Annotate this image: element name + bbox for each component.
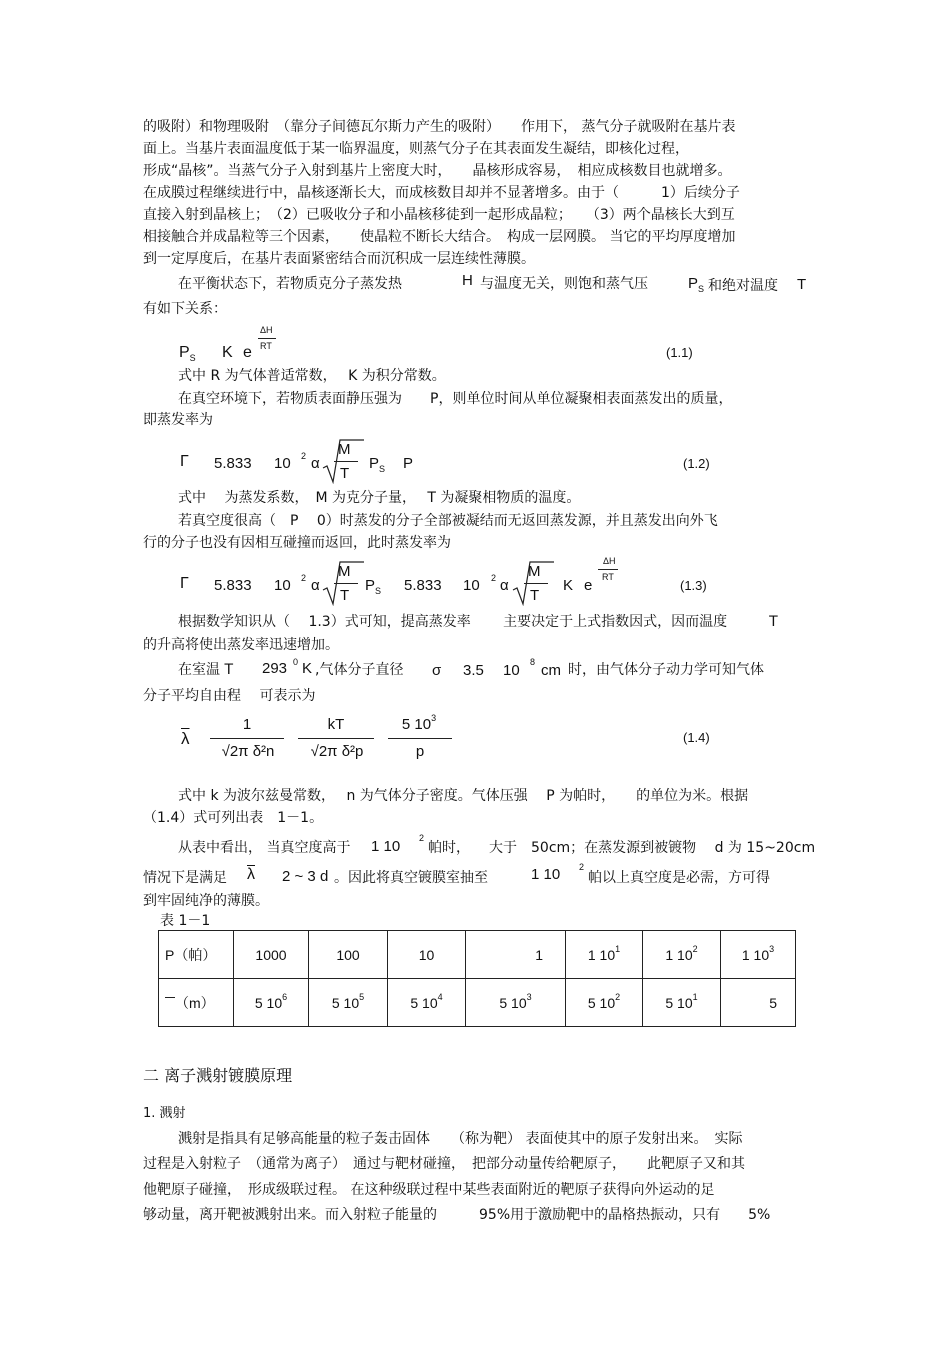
fraction-bar [334,461,358,462]
pressure-value: 1 10 [371,838,401,855]
symbol-e: e [243,344,252,361]
symbol-T: T [797,276,807,293]
table-cell: 1000 [234,931,309,979]
text-line: 的升高将使出蒸发率迅速增加。 [143,637,339,653]
table-cell: 5 $10^2$ [566,979,643,1027]
table-cell: 5 [721,979,796,1027]
exp-numerator: ΔH [260,325,273,335]
symbol-P: P [403,455,414,472]
denominator: √2π δ²p [310,743,364,760]
coefficient: 5.833 [214,455,252,472]
equation-number: (1.1) [666,345,693,360]
power-exponent: 8 [530,657,536,667]
exp-denominator: RT [260,341,272,351]
text-line: 形成“晶核”。当蒸气分子入射到基片上密度大时， 晶核形成容易， 相应成核数目也就增多。 [143,163,732,179]
text-line: 溅射是指具有足够高能量的粒子轰击固体 （称为靶） 表面使其中的原子发射出来。 实际 [178,1131,743,1147]
text-line: 情况下是满足 [143,870,227,886]
symbol-gamma: Γ [180,575,189,592]
text-line: 在成膜过程继续进行中，晶核逐渐长大，而成核数目却并不显著增多。由于（ 1）后续分子 [143,185,740,201]
equation-number: (1.2) [683,456,710,471]
fraction-bar [210,738,284,739]
text-line: 若真空度很高（ P 0）时蒸发的分子全部被凝结而无返回蒸发源，并且蒸发出向外飞 [178,513,718,529]
text-line: 有如下关系： [143,301,227,317]
symbol-sigma: σ [432,662,442,679]
table-row [159,979,796,1027]
exp-denominator: RT [602,572,614,582]
symbol-K: K [302,660,313,677]
symbol-alpha: α [311,455,320,472]
text-line: 时，由气体分子动力学可知气体 [568,662,764,678]
text-line: 行的分子也没有因相互碰撞而返回，此时蒸发率为 [143,535,451,551]
table-cell: 5 $10^3$ [466,979,566,1027]
text-line: 根据数学知识从（ 1.3）式可知，提高蒸发率 主要决定于上式指数因式，因而温度 T [178,614,778,630]
numerator: 5 $10^3$ [401,713,437,733]
symbol-K: K [563,577,574,594]
table-cell: 100 [309,931,388,979]
symbol-H: H [462,272,473,289]
coefficient: 5.833 [214,577,252,594]
text-line: 面上。当基片表面温度低于某一临界温度，则蒸气分子在其表面发生凝结，即核化过程， [143,141,689,157]
table-cell: 10 [388,931,466,979]
numerator: kT [327,716,345,733]
symbol-Ps: $P_S$ [179,344,196,363]
table-cell: 5 $10^4$ [388,979,466,1027]
power-base: 10 [503,662,520,679]
fraction-bar [298,738,374,739]
text-line: 和绝对温度 [708,278,778,294]
text-line: 帕时， [428,840,470,856]
text-line: 在平衡状态下，若物质克分子蒸发热 [178,276,402,292]
text-line: 大于 50cm；在蒸发源到被镀物 d 为 15~20cm [489,840,816,856]
text-line: ,气体分子直径 [315,662,404,678]
text-line: 直接入射到晶核上； （2）已吸收分子和小晶核移徒到一起形成晶粒； （3）两个晶核长大到互 [143,207,735,223]
table-cell: P（帕） [159,931,234,979]
symbol-lambda-bar: $\overline{\lambda}$ [181,729,190,748]
table-cell: 5 $10^5$ [309,979,388,1027]
symbol-T: T [340,587,350,604]
fraction-bar [388,738,452,739]
text-line: 式中 R 为气体普适常数， K 为积分常数。 [178,368,446,384]
text-line: 与温度无关，则饱和蒸气压 [480,276,648,292]
power-base: 10 [463,577,480,594]
equation-number: (1.4) [683,730,710,745]
temperature-exp: 0 [293,657,299,667]
symbol-Ps: $P_S$ [688,275,705,294]
symbol-K: K [222,344,233,361]
text-line: 过程是入射粒子 （通常为离子） 通过与靶材碰撞， 把部分动量传给靶原子， 此靶原子又和其 [143,1156,745,1172]
text-line: 到牢固纯净的薄膜。 [143,893,269,909]
table-cell: 1 $10^3$ [721,931,796,979]
fraction-bar [334,583,358,584]
denominator: p [415,743,425,760]
table-cell: 1 [466,931,566,979]
text-line: 分子平均自由程 可表示为 [143,688,316,704]
table-cell: 1 $10^1$ [566,931,643,979]
text-line: 够动量，离开靶被溅射出来。而入射粒子能量的 95%用于激励靶中的晶格热振动，只有 5% [143,1207,771,1223]
symbol-e: e [584,577,593,594]
table-1-1 [158,930,796,1027]
text-line: 帕以上真空度是必需，方可得 [588,870,770,886]
temperature-value: 293 [262,660,288,677]
text-line: 从表中看出， 当真空度高于 [178,840,351,856]
pressure-exp: 2 [579,862,585,872]
symbol-gamma: Γ [180,453,189,470]
fraction-bar [598,569,618,570]
text-line: 相接触合并成晶粒等三个因素， 使晶粒不断长大结合。 构成一层网膜。 当它的平均厚度增加 [143,229,736,245]
diameter-value: 3.5 [463,662,484,679]
text-line: （1.4）式可列出表 1－1。 [143,810,324,826]
pressure-exp: 2 [419,833,425,843]
numerator: 1 [242,716,252,733]
text-line: 在室温 T [178,662,234,678]
unit-cm: cm [541,662,561,679]
fraction-bar [258,338,276,339]
symbol-Ps: $P_S$ [365,577,382,596]
fraction-bar [524,583,548,584]
symbol-alpha: α [311,577,320,594]
coefficient: 5.833 [404,577,442,594]
condition: 2 ~ 3 d [282,868,329,885]
power-exponent: 2 [301,573,307,583]
power-exponent: 2 [301,451,307,461]
text-line: 到一定厚度后，在基片表面紧密结合而沉积成一层连续性薄膜。 [143,251,535,267]
symbol-lambda-bar: $\overline{\lambda}$ [247,866,255,883]
table-cell: （m） [159,979,234,1027]
table-cell: 5 $10^1$ [643,979,721,1027]
power-exponent: 2 [491,573,497,583]
section-title: 二 离子溅射镀膜原理 [143,1066,293,1085]
text-line: 。因此将真空镀膜室抽至 [334,870,488,886]
symbol-M: M [338,563,351,580]
text-line: 他靶原子碰撞， 形成级联过程。 在这种级联过程中某些表面附近的靶原子获得向外运动的足 [143,1182,715,1198]
power-base: 10 [274,455,291,472]
table-caption: 表 1－1 [160,913,211,929]
text-line: 式中 为蒸发系数， M 为克分子量， T 为凝聚相物质的温度。 [178,490,581,506]
exp-numerator: ΔH [603,556,616,566]
equation-number: (1.3) [680,578,707,593]
text-line: 即蒸发率为 [143,412,213,428]
pressure-value: 1 10 [531,866,561,883]
denominator: √2π δ²n [221,743,275,760]
symbol-alpha: α [500,577,509,594]
subsection-title: 1. 溅射 [143,1106,186,1121]
text-line: 在真空环境下，若物质表面静压强为 P，则单位时间从单位凝聚相表面蒸发出的质量， [178,391,733,407]
table-cell: 1 $10^2$ [643,931,721,979]
power-base: 10 [274,577,291,594]
table-cell: 5 $10^6$ [234,979,309,1027]
symbol-T: T [530,587,540,604]
symbol-T: T [340,465,350,482]
table-row [159,931,796,979]
symbol-M: M [528,563,541,580]
symbol-Ps: $P_S$ [369,455,386,474]
text-line: 的吸附）和物理吸附 （靠分子间德瓦尔斯力产生的吸附） 作用下， 蒸气分子就吸附在基片表 [143,119,736,135]
symbol-M: M [338,441,351,458]
text-line: 式中 k 为波尔兹曼常数， n 为气体分子密度。气体压强 P 为帕时， 的单位为米。根据 [178,788,749,804]
